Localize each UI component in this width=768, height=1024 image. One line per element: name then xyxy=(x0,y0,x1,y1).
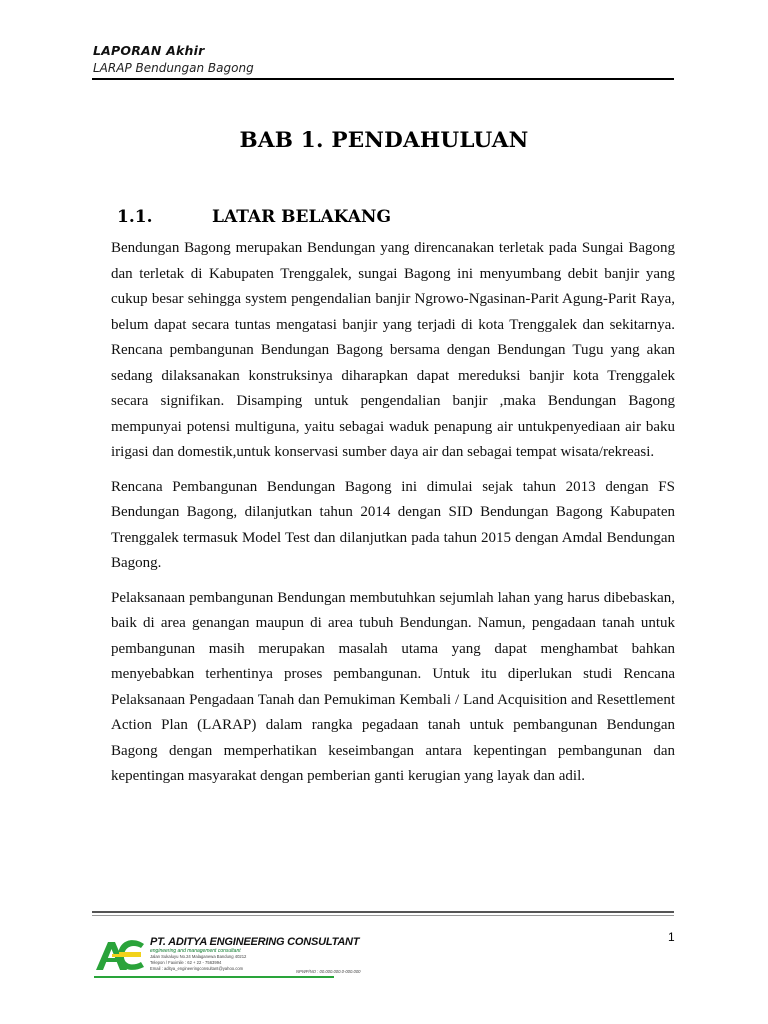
header-divider xyxy=(92,78,674,80)
chapter-title: BAB 1. PENDAHULUAN xyxy=(239,128,529,153)
section-number: 1.1. xyxy=(117,207,153,227)
paragraph-1: Bendungan Bagong merupakan Bendungan yang direncanakan terletak pada Sungai Bagong dan terletak di Kabupaten Trenggalek, sungai Bagong ini menyumbang debit banjir yang cukup besar sehingga system pengendalian banjir Ngrowo-Ngasinan-Parit Agung-Parit Raya, belum dapat secara tuntas mengatasi banjir yang terjadi di kota Trenggalek dan sekitarnya. Rencana pembangunan Bendungan Bagong bersama dengan Bendungan Tugu yang akan sedang dilaksanakan konstruksinya diharapkan dapat mereduksi banjir kota Trenggalek secara signifikan. Disamping untuk pengendalian banjir ,maka Bendungan Bagong mempunyai potensi multiguna, yaitu sebagai waduk penapung air untukpenyediaan air baku irigasi dan domestik,untuk konservasi sumber daya air dan sebagai tempat wisata/rekreasi. xyxy=(111,240,675,460)
footer-address: Jalan Sukaluyu No.24 Malaganewa Bandung 40212 xyxy=(150,954,247,959)
footer-phone: Telepon / Faximile : 62 + 22 - 7563994 xyxy=(150,960,222,965)
footer-registration: NPWP/NO : 00.000.000.0-000.000 xyxy=(296,969,361,974)
page-number: 1 xyxy=(668,930,675,944)
body-text xyxy=(111,236,675,790)
header-report-title: LAPORAN Akhir xyxy=(93,43,205,58)
paragraph-3: Pelaksanaan pembangunan Bendungan membutuhkan sejumlah lahan yang harus dibebaskan, baik di area genangan maupun di area tubuh Bendungan. Namun, pengadaan tanah untuk pembangunan masih merupakan masalah utama yang dapat menghambat bahkan menyebabkan terhentinya proses pembangunan. Untuk itu diperlukan studi Rencana Pelaksanaan Pengadaan Tanah dan Pemukiman Kembali / Land Acquisition and Resettlement Action Plan (LARAP) dalam rangka pegadaan tanah untuk pembangunan Bendungan Bagong dengan memperhatikan keseimbangan antara kepentingan pembangunan dan kepentingan masyarakat dengan pemberian ganti kerugian yang layak dan adil. xyxy=(111,589,675,784)
footer-email: Email : aditya_engineeringconsultant@yahoo.com xyxy=(150,966,244,971)
footer-divider-thin xyxy=(92,915,674,916)
footer-company-name: PT. ADITYA ENGINEERING CONSULTANT xyxy=(150,936,360,948)
section-heading xyxy=(117,207,391,227)
company-logo-icon xyxy=(94,936,146,974)
footer-divider xyxy=(92,911,674,913)
section-title: LATAR BELAKANG xyxy=(212,207,391,227)
footer-company-tagline: engineering and management consultant xyxy=(150,948,241,954)
header-report-subtitle: LARAP Bendungan Bagong xyxy=(93,61,254,75)
paragraph-2: Rencana Pembangunan Bendungan Bagong ini dimulai sejak tahun 2013 dengan FS Bendungan Bagong, dilanjutkan tahun 2014 dengan SID Bendungan Bagong Kabupaten Trenggalek termasuk Model Test dan dilanjutkan pada tahun 2015 dengan Amdal Bendungan Bagong. xyxy=(111,478,675,571)
footer-green-rule xyxy=(94,976,334,978)
